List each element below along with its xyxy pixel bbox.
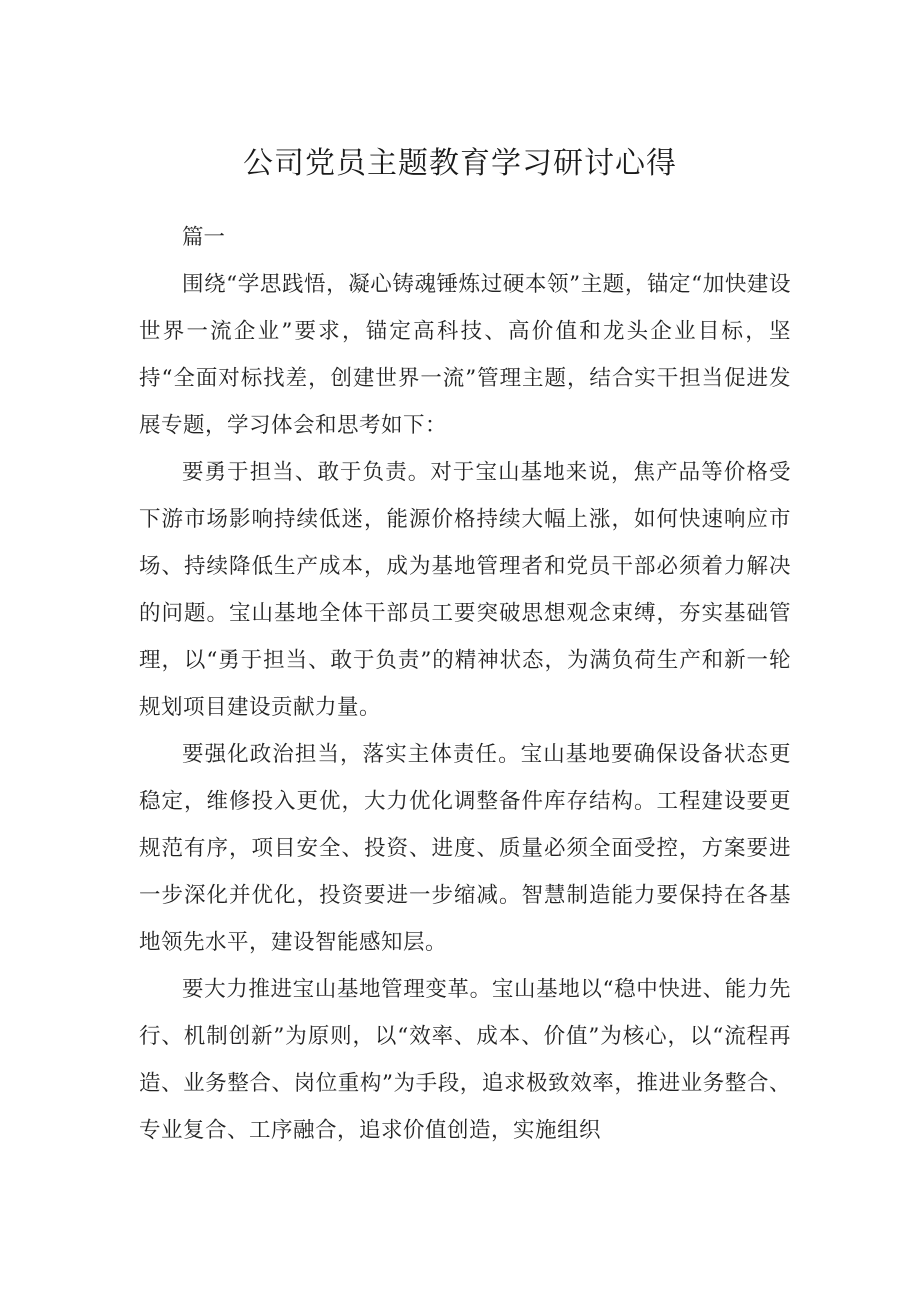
paragraph-management-reform: 要大力推进宝山基地管理变革。宝山基地以“稳中快进、能力先行、机制创新”为原则，以“效率、成本、价值”为核心，以“流程再造、业务整合、岗位重构”为手段，追求极致效率，推进业务整合、专业复合、工序融合，追求价值创造，实施组织 — [139, 977, 791, 1143]
document-body — [139, 214, 791, 1154]
document-title: 公司党员主题教育学习研讨心得 — [243, 146, 677, 181]
section-label: 篇一 — [182, 225, 226, 250]
paragraph-responsibility: 要勇于担当、敢于负责。对于宝山基地来说，焦产品等价格受下游市场影响持续低迷，能源价格持续大幅上涨，如何快速响应市场、持续降低生产成本，成为基地管理者和党员干部必须着力解决的问题。宝山基地全体干部员工要突破思想观念束缚，夯实基础管理，以“勇于担当、敢于负责”的精神状态，为满负荷生产和新一轮规划项目建设贡献力量。 — [139, 460, 791, 720]
paragraph-intro: 围绕“学思践悟，凝心铸魂锤炼过硬本领”主题，锚定“加快建设世界一流企业”要求，锚定高科技、高价值和龙头企业目标，坚持“全面对标找差，创建世界一流”管理主题，结合实干担当促进发展专题，学习体会和思考如下： — [139, 272, 791, 438]
paragraph-political-duty: 要强化政治担当，落实主体责任。宝山基地要确保设备状态更稳定，维修投入更优，大力优化调整备件库存结构。工程建设要更规范有序，项目安全、投资、进度、质量必须全面受控，方案要进一步深化并优化，投资要进一步缩减。智慧制造能力要保持在各基地领先水平，建设智能感知层。 — [139, 742, 791, 955]
